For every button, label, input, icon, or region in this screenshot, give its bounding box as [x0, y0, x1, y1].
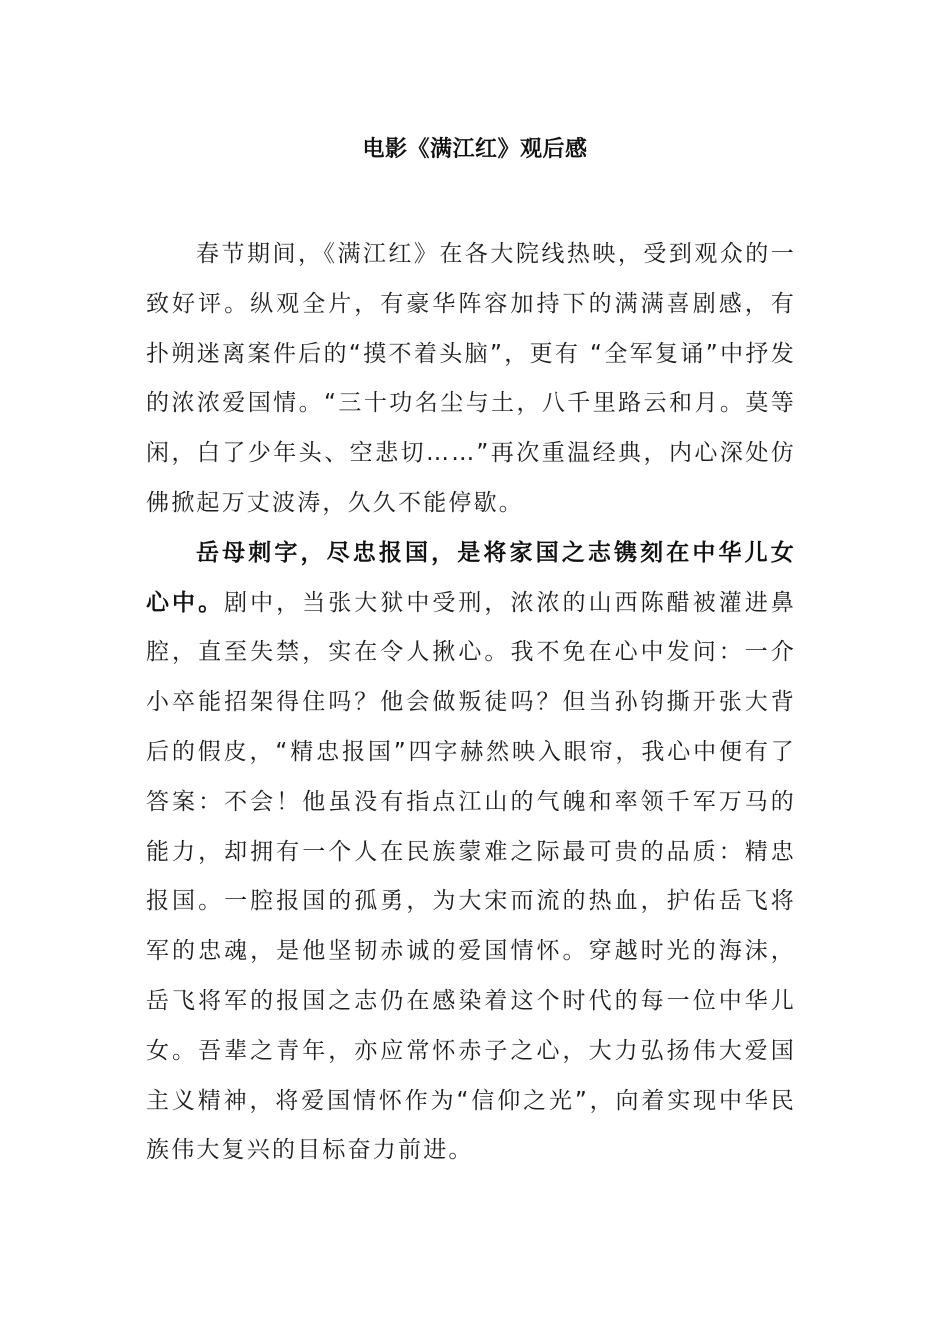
paragraph-2-lead: 岳母刺字，尽忠报国，是将家国之志镌刻在中华儿女心中。	[146, 539, 796, 616]
paragraph-2-text: 剧中，当张大狱中受刑，浓浓的山西陈醋被灌进鼻腔，直至失禁，实在令人揪心。我不免在心中发问：一介小卒能招架得住吗？他会做叛徒吗？但当孙钧撕开张大背后的假皮，“精忠报国”四字赫然映入眼帘，我心中便有了答案：不会！他虽没有指点江山的气魄和率领千军万马的能力，却拥有一个人在民族蒙难之际最可贵的品质：精忠报国。一腔报国的孤勇，为大宋而流的热血，护佑岳飞将军的忠魂，是他坚韧赤诚的爱国情怀。穿越时光的海沫，岳飞将军的报国之志仍在感染着这个时代的每一位中华儿女。吾辈之青年，亦应常怀赤子之心，大力弘扬伟大爱国主义精神，将爱国情怀作为“信仰之光”，向着实现中华民族伟大复兴的目标奋力前进。	[146, 589, 796, 1164]
paragraph-1	[146, 230, 796, 529]
paragraph-2	[146, 529, 796, 1176]
document-body	[146, 230, 796, 1176]
paragraph-1-text: 春节期间，《满江红》在各大院线热映，受到观众的一致好评。纵观全片，有豪华阵容加持下的满满喜剧感，有扑朔迷离案件后的“摸不着头脑”，更有 “全军复诵”中抒发的浓浓爱国情。“三十功名尘与土，八千里路云和月。莫等闲，白了少年头、空悲切……”再次重温经典，内心深处仿佛掀起万丈波涛，久久不能停歇。	[146, 241, 796, 516]
document-title: 电影《满江红》观后感	[362, 136, 588, 162]
